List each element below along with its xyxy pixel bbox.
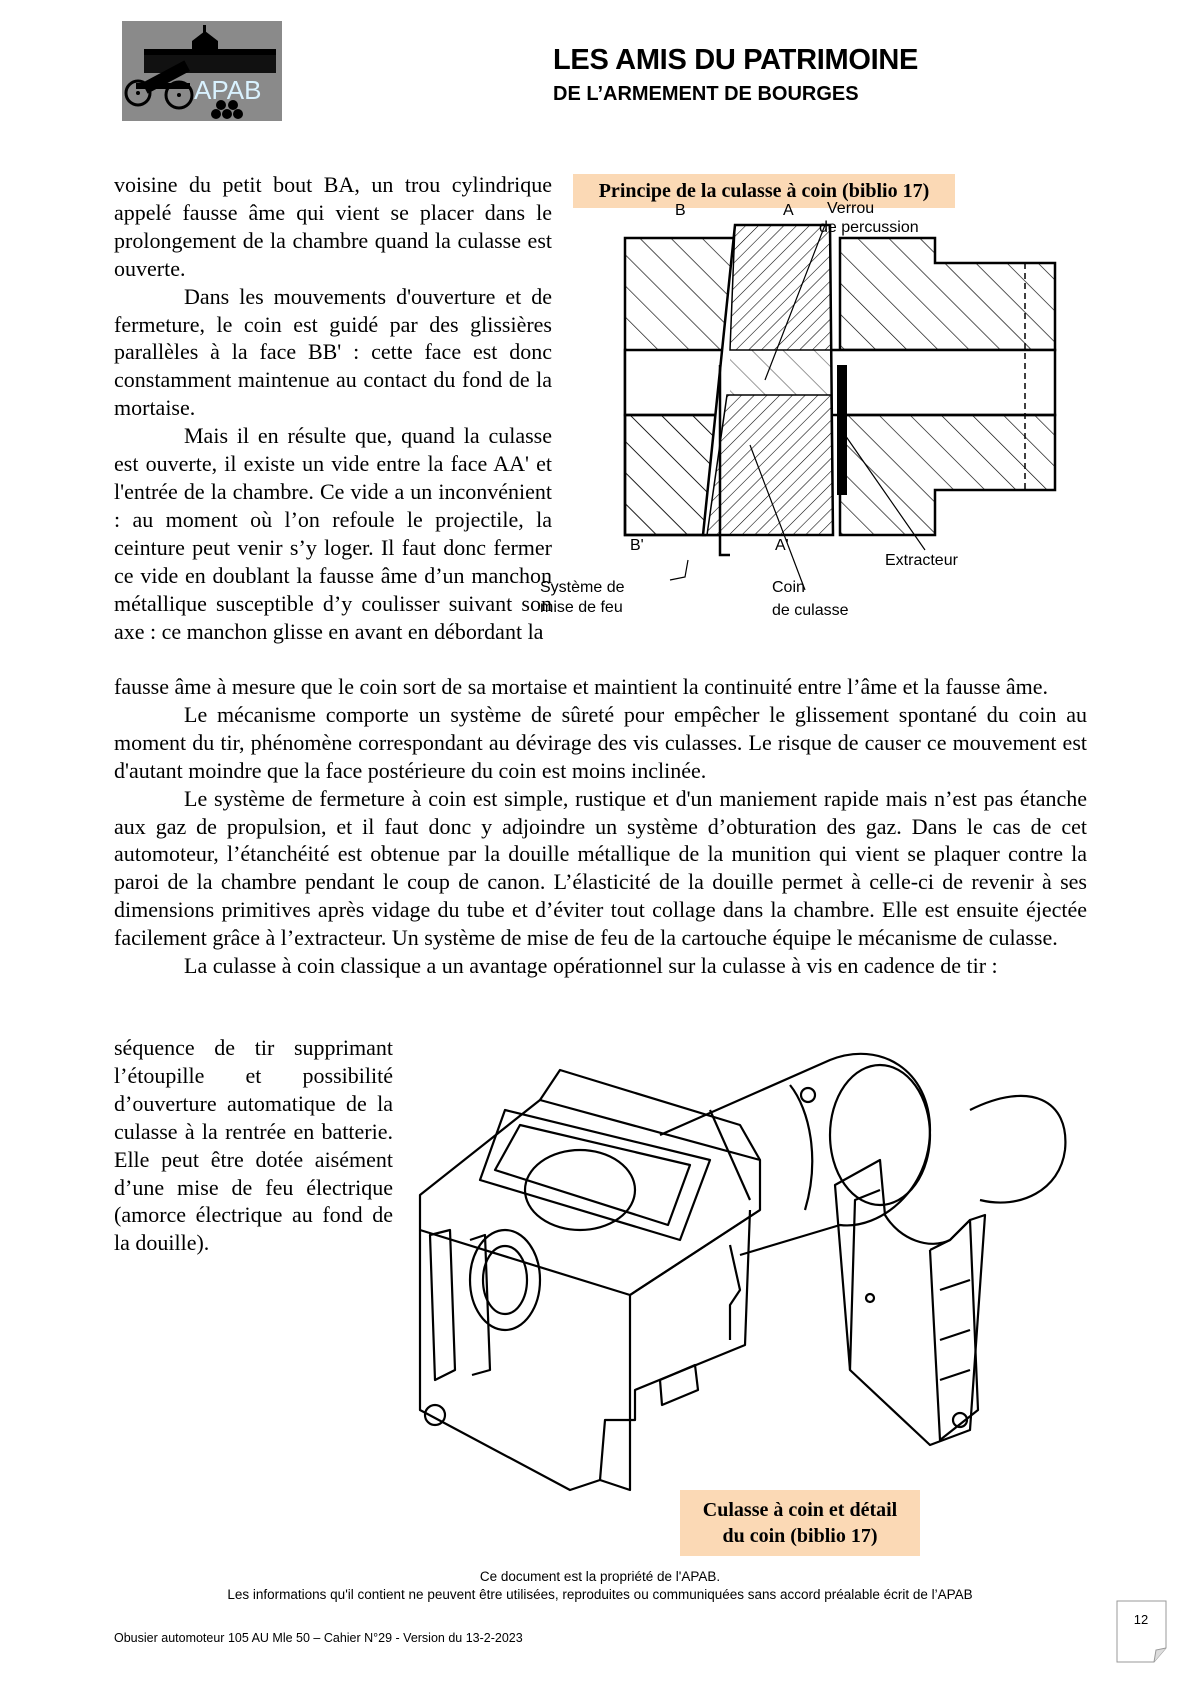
label-systeme-line1: Système de — [540, 579, 625, 596]
breech-block-illustration — [410, 1040, 1080, 1560]
logo-text: APAB — [194, 75, 262, 105]
text-column-top — [114, 171, 552, 645]
label-extracteur: Extracteur — [885, 552, 958, 569]
copyright-notice — [120, 1568, 1080, 1604]
page-number: 12 — [1133, 1612, 1149, 1627]
apab-logo — [122, 21, 290, 127]
label-a-prime: A' — [775, 537, 789, 554]
paragraph — [114, 952, 1087, 980]
notice-line: Les informations qu'il contient ne peuvent être utilisées, reproduites ou communiquées sans accord préalable écrit de l’APAB — [227, 1587, 973, 1602]
paragraph-text: Le système de fermeture à coin est simple, rustique et d'un maniement rapide mais n’est pas étanche aux gaz de propulsion, et il faut donc y adjoindre un système d’obturation des gaz. Dans le cas de cet automoteur, l’étanchéité est obtenue par la douille métallique de la munition qui vient se plaquer contre la paroi de la chambre pendant le coup de canon. L’élasticité de la douille permet à celle-ci de revenir à ses dimensions primitives après vidage du tube et d’éviter tout collage dans la chambre. Elle est ensuite éjectée facilement grâce à l’extracteur. Un système de mise de feu de la cartouche équipe le mécanisme de culasse. — [114, 785, 1087, 951]
text-full-width — [114, 673, 1087, 980]
notice-line: Ce document est la propriété de l'APAB. — [479, 1569, 721, 1584]
page-number-box — [1116, 1600, 1170, 1664]
paragraph-text: voisine du petit bout BA, un trou cylindrique appelé fausse âme qui vient se placer dans le prolongement de la chambre quand la culasse est ouverte. — [114, 172, 552, 281]
document-reference: Obusier automoteur 105 AU Mle 50 – Cahier N°29 - Version du 13-2-2023 — [114, 1631, 523, 1645]
label-systeme-line2: mise de feu — [540, 599, 623, 616]
paragraph — [114, 701, 1087, 785]
caption-line: du coin (biblio 17) — [722, 1525, 878, 1547]
label-a: A — [783, 202, 794, 219]
caption-line: Culasse à coin et détail — [702, 1499, 898, 1521]
paragraph — [114, 673, 1087, 701]
paragraph-text: fausse âme à mesure que le coin sort de sa mortaise et maintient la continuité entre l’âme et la fausse âme. — [114, 674, 1049, 699]
paragraph-text: La culasse à coin classique a un avantage opérationnel sur la culasse à vis en cadence de tir : — [184, 953, 998, 979]
paragraph — [114, 785, 1087, 952]
label-verrou-line1: Verrou — [827, 200, 875, 217]
paragraph-text: Mais il en résulte que, quand la culasse est ouverte, il existe un vide entre la face AA' et l'entrée de la chambre. Ce vide a un inconvénient : au moment où l’on refoule le projectile, la ceinture peut venir s’y loger. Il faut donc fermer ce vide en doublant la fausse âme d’un manchon métallique susceptible d’y coulisser suivant son axe : ce manchon glisse en avant en débordant la — [114, 423, 552, 644]
paragraph — [114, 283, 552, 423]
text-column-bottom: séquence de tir supprimant l’étoupille et possibilité d’ouverture automatique de la culasse à la rentrée en batterie. Elle peut être dotée aisément d’une mise de feu électrique (amorce électrique au fond de la douille). — [114, 1035, 393, 1256]
figure-caption: Principe de la culasse à coin (biblio 17) — [573, 174, 955, 208]
organization-title: LES AMIS DU PATRIMOINE — [553, 44, 919, 76]
paragraph-text: Dans les mouvements d'ouverture et de fermeture, le coin est guidé par des glissières parallèles à la face BB' : cette face est donc constamment maintenue au contact du fond de la mortaise. — [114, 283, 552, 421]
label-verrou-line2: de percussion — [819, 219, 919, 236]
label-b: B — [675, 202, 686, 219]
paragraph — [114, 422, 552, 645]
label-coin-line2: de culasse — [772, 602, 849, 619]
label-b-prime: B' — [630, 537, 644, 554]
figure-caption — [680, 1490, 920, 1556]
paragraph-text: Le mécanisme comporte un système de sûreté pour empêcher le glissement spontané du coin au moment du tir, phénomène correspondant au dévirage des vis culasses. Le risque de causer ce mouvement est d'autant moindre que la face postérieure du coin est moins inclinée. — [114, 701, 1087, 783]
breech-wedge-principle-diagram — [540, 200, 1075, 665]
paragraph — [114, 171, 552, 283]
organization-subtitle: DE L’ARMEMENT DE BOURGES — [553, 83, 859, 105]
label-coin-line1: Coin — [772, 579, 805, 596]
